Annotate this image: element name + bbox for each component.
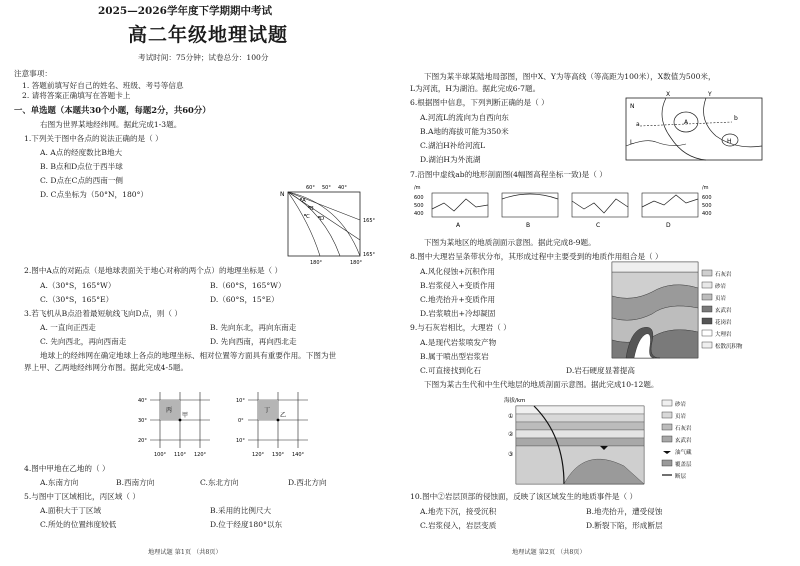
tick-165-a: 165° <box>363 218 376 224</box>
grid-figure-right <box>238 390 328 462</box>
q8-option-d: D.岩浆喷出+冷却凝固 <box>420 309 496 318</box>
profile-figures <box>414 185 714 233</box>
profile-yunit-right: /m <box>702 185 709 191</box>
lat-tick-10n: 10° <box>236 398 245 404</box>
north-arrow-label: N <box>630 103 635 110</box>
q2-option-a: A.（30°S，165°W） <box>40 281 116 290</box>
q10-option-d: D.断裂下陷，形成断层 <box>586 521 663 530</box>
point-c: C <box>306 214 310 220</box>
legend-shale: 页岩 <box>715 296 727 302</box>
lat-tick-20: 20° <box>138 438 147 444</box>
intro-4-5-line2: 界上甲、乙两地经纬网分布图。据此完成4-5题。 <box>24 363 189 372</box>
lon-tick-120: 120° <box>194 452 207 458</box>
lon-tick-140: 140° <box>292 452 305 458</box>
q3-stem: 3.若飞机从B点沿着最短航线飞向D点，则（ ） <box>24 309 183 318</box>
point-yi: 乙 <box>280 412 287 419</box>
q6-option-b: B.A地的海拔可能为350米 <box>420 127 509 136</box>
tick-40: 40° <box>338 185 347 191</box>
profile-y400: 400 <box>414 211 424 217</box>
q9-option-c: C.可直接找到化石 <box>420 366 482 375</box>
point-d: D <box>320 216 325 222</box>
legend-2-limestone: 石灰岩 <box>675 426 692 432</box>
q9-stem: 9.与石灰岩相比，大理岩（ ） <box>410 323 511 332</box>
q2-option-d: D.（60°S，15°E） <box>210 295 279 304</box>
q1-stem: 1.下列关于图中各点的说法正确的是（ ） <box>24 134 163 143</box>
intro-10-12: 下图为某古生代和中生代地层的地质剖面示意图。据此完成10-12题。 <box>424 380 659 389</box>
q6-option-c: C.湖泊H补给河流L <box>420 141 486 150</box>
profile-y500: 500 <box>414 203 424 209</box>
q1-option-b: B. B点和D点位于西半球 <box>40 162 123 171</box>
lon-tick-120: 120° <box>252 452 265 458</box>
contour-x-label: X <box>666 91 671 98</box>
exam-page-2 <box>400 0 800 566</box>
tick-50: 50° <box>322 185 331 191</box>
legend-2-basalt: 玄武岩 <box>675 438 692 444</box>
lat-tick-40: 40° <box>138 398 147 404</box>
legend-granite: 花岗岩 <box>715 320 732 326</box>
cell-label-ding: 丁 <box>264 407 271 414</box>
q3-option-d: D. 先向西南，再向西北走 <box>210 337 297 346</box>
q5-option-c: C.所处的位置纬度较低 <box>40 520 117 529</box>
legend-2-fault: 断层 <box>675 474 687 480</box>
legend-marble: 大理岩 <box>715 332 732 338</box>
q5-stem: 5.与图中丁区域相比，丙区域（ ） <box>24 492 140 501</box>
strata-legend <box>662 400 712 484</box>
exam-info: 考试时间：75分钟；试卷总分：100分 <box>138 53 269 62</box>
q4-stem: 4.图中甲地在乙地的（ ） <box>24 464 110 473</box>
q9-option-b: B.属于喷出型岩浆岩 <box>420 352 489 361</box>
stratum-marker-1: ① <box>508 413 514 420</box>
q3-option-b: B. 先向东北，再向东南走 <box>210 323 297 332</box>
river-l-label: L <box>630 139 634 146</box>
tick-60: 60° <box>306 185 315 191</box>
q2-option-c: C.（30°S，165°E） <box>40 295 114 304</box>
stratum-marker-3: ③ <box>508 451 514 458</box>
profile-y600-right: 600 <box>702 195 712 201</box>
q1-option-c: C. D点在C点的西南一侧 <box>40 176 124 185</box>
stratum-marker-2: ② <box>508 431 514 438</box>
lon-tick-100: 100° <box>154 452 167 458</box>
notice-2: 2. 请将答案正确填写在答题卡上 <box>22 91 131 100</box>
q1-option-d: D. C点坐标为（50°N，180°） <box>40 190 149 199</box>
q4-option-d: D.西北方向 <box>288 478 327 487</box>
q4-option-c: C.东北方向 <box>200 478 239 487</box>
north-label: N <box>280 191 285 198</box>
q8-option-b: B.岩浆侵入+变质作用 <box>420 281 496 290</box>
lat-tick-10s: 10° <box>236 438 245 444</box>
point-jia: 甲 <box>182 412 189 419</box>
section-heading: 一、单选题（本题共30个小题，每题2分，共60分） <box>14 105 211 115</box>
legend-limestone: 石灰岩 <box>715 272 732 278</box>
q6-option-a: A.河流L的流向为自西向东 <box>420 113 509 122</box>
q3-option-c: C. 先向西北，再向西南走 <box>40 337 127 346</box>
lat-tick-0: 0° <box>238 418 244 424</box>
point-b: B <box>310 206 314 212</box>
profile-y600: 600 <box>414 195 424 201</box>
legend-sediment: 松散沉积物 <box>715 344 743 350</box>
q5-option-b: B.采用的比例尺大 <box>210 506 272 515</box>
intro-8-9: 下图为某地区的地质剖面示意图。据此完成8-9题。 <box>424 238 596 247</box>
contour-y-label: Y <box>708 91 712 98</box>
q1-option-a: A. A点的经度数比B地大 <box>40 148 123 157</box>
tick-180-a: 180° <box>310 260 323 266</box>
q2-option-b: B.（60°S，165°W） <box>210 281 286 290</box>
notice-heading: 注意事项： <box>14 69 52 78</box>
geologic-section-figure <box>612 262 698 358</box>
graticule-figure <box>280 185 390 266</box>
q10-option-b: B.地壳抬升，遭受侵蚀 <box>586 507 663 516</box>
profile-option-a: A <box>456 222 461 229</box>
subject-title: 高二年级地理试题 <box>128 24 289 46</box>
intro-6-7-line2: L为河流，H为湖泊。据此完成6-7题。 <box>410 84 541 93</box>
profile-yunit: /m <box>414 185 421 191</box>
legend-2-sandstone: 砂岩 <box>675 402 687 408</box>
point-a: A <box>302 198 306 204</box>
page-footer-1: 地理试题 第1页 （共8页） <box>148 549 222 556</box>
profile-option-d: D <box>666 222 671 229</box>
q8-stem: 8.图中大理岩呈条带状分布，其形成过程中主要受到的地质作用组合是（ ） <box>410 252 663 261</box>
intro-6-7-line1: 下图为某半球某陆地局部图，图中X、Y为等高线（等高距为100米），X数值为500米， <box>424 72 716 81</box>
profile-y500-right: 500 <box>702 203 712 209</box>
q6-option-d: D.湖泊H为外流湖 <box>420 155 481 164</box>
profile-a-label: a <box>636 121 640 128</box>
contour-map-figure <box>626 91 762 160</box>
q4-option-b: B.西南方向 <box>116 478 155 487</box>
profile-option-c: C <box>596 222 601 229</box>
legend-sandstone: 砂岩 <box>715 284 727 290</box>
point-a-label: A <box>684 119 689 126</box>
q10-option-a: A.地壳下沉，接受沉积 <box>420 507 497 516</box>
lon-tick-130: 130° <box>272 452 285 458</box>
lat-tick-30: 30° <box>138 418 147 424</box>
q5-option-d: D.位于经度180°以东 <box>210 520 283 529</box>
intro-1-3: 右图为世界某地经纬网。据此完成1-3题。 <box>40 120 182 129</box>
q5-option-a: A.面积大于丁区域 <box>40 506 102 515</box>
q4-option-a: A.东南方向 <box>40 478 79 487</box>
profile-option-b: B <box>526 222 531 229</box>
q2-stem: 2.图中A点的对跖点（是地球表面关于地心对称的两个点）的地理坐标是（ ） <box>24 266 283 275</box>
profile-y400-right: 400 <box>702 211 712 217</box>
lake-h-label: H <box>727 138 732 145</box>
q7-stem: 7.沿图中虚线ab的地形剖面图(4幅图高程坐标一致)是（ ） <box>410 170 607 179</box>
q8-option-a: A.风化侵蚀+沉积作用 <box>420 267 496 276</box>
intro-4-5-line1: 地球上的经纬网在确定地球上各点的地理坐标、相对位置等方面具有重要作用。下图为世 <box>40 351 337 360</box>
cell-label-bing: 丙 <box>166 407 173 414</box>
strata-ylabel: 海拔/km <box>504 398 526 404</box>
strata-section-figure <box>504 396 656 486</box>
exam-title: 2025—2026学年度下学期期中考试 <box>98 5 272 17</box>
notice-1: 1. 答题前填写好自己的姓名、班级、考号等信息 <box>22 81 184 90</box>
grid-figure-left <box>140 390 230 462</box>
q3-option-a: A. 一直向正西走 <box>40 323 96 332</box>
tick-165-b: 165° <box>363 252 376 258</box>
legend-2-shale: 页岩 <box>675 414 687 420</box>
legend-2-cover: 覆盖层 <box>675 462 692 468</box>
q6-stem: 6.根据图中信息，下列判断正确的是（ ） <box>410 98 549 107</box>
q10-stem: 10.图中②岩层顶部的侵蚀面，反映了该区域发生的地质事件是（ ） <box>410 492 638 501</box>
profile-b-label: b <box>734 115 738 122</box>
q9-option-a: A.是现代岩浆喷发产物 <box>420 338 497 347</box>
geologic-legend <box>702 270 754 354</box>
q8-option-c: C.地壳抬升+变质作用 <box>420 295 496 304</box>
tick-180-b: 180° <box>350 260 363 266</box>
legend-2-oil-gas: 油气藏 <box>675 450 692 456</box>
page-footer-2: 地理试题 第2页 （共8页） <box>512 549 586 556</box>
lon-tick-110: 110° <box>174 452 187 458</box>
q9-option-d: D.岩石硬度显著提高 <box>566 366 635 375</box>
legend-basalt: 玄武岩 <box>715 308 732 314</box>
q10-option-c: C.岩浆侵入，岩层变质 <box>420 521 497 530</box>
